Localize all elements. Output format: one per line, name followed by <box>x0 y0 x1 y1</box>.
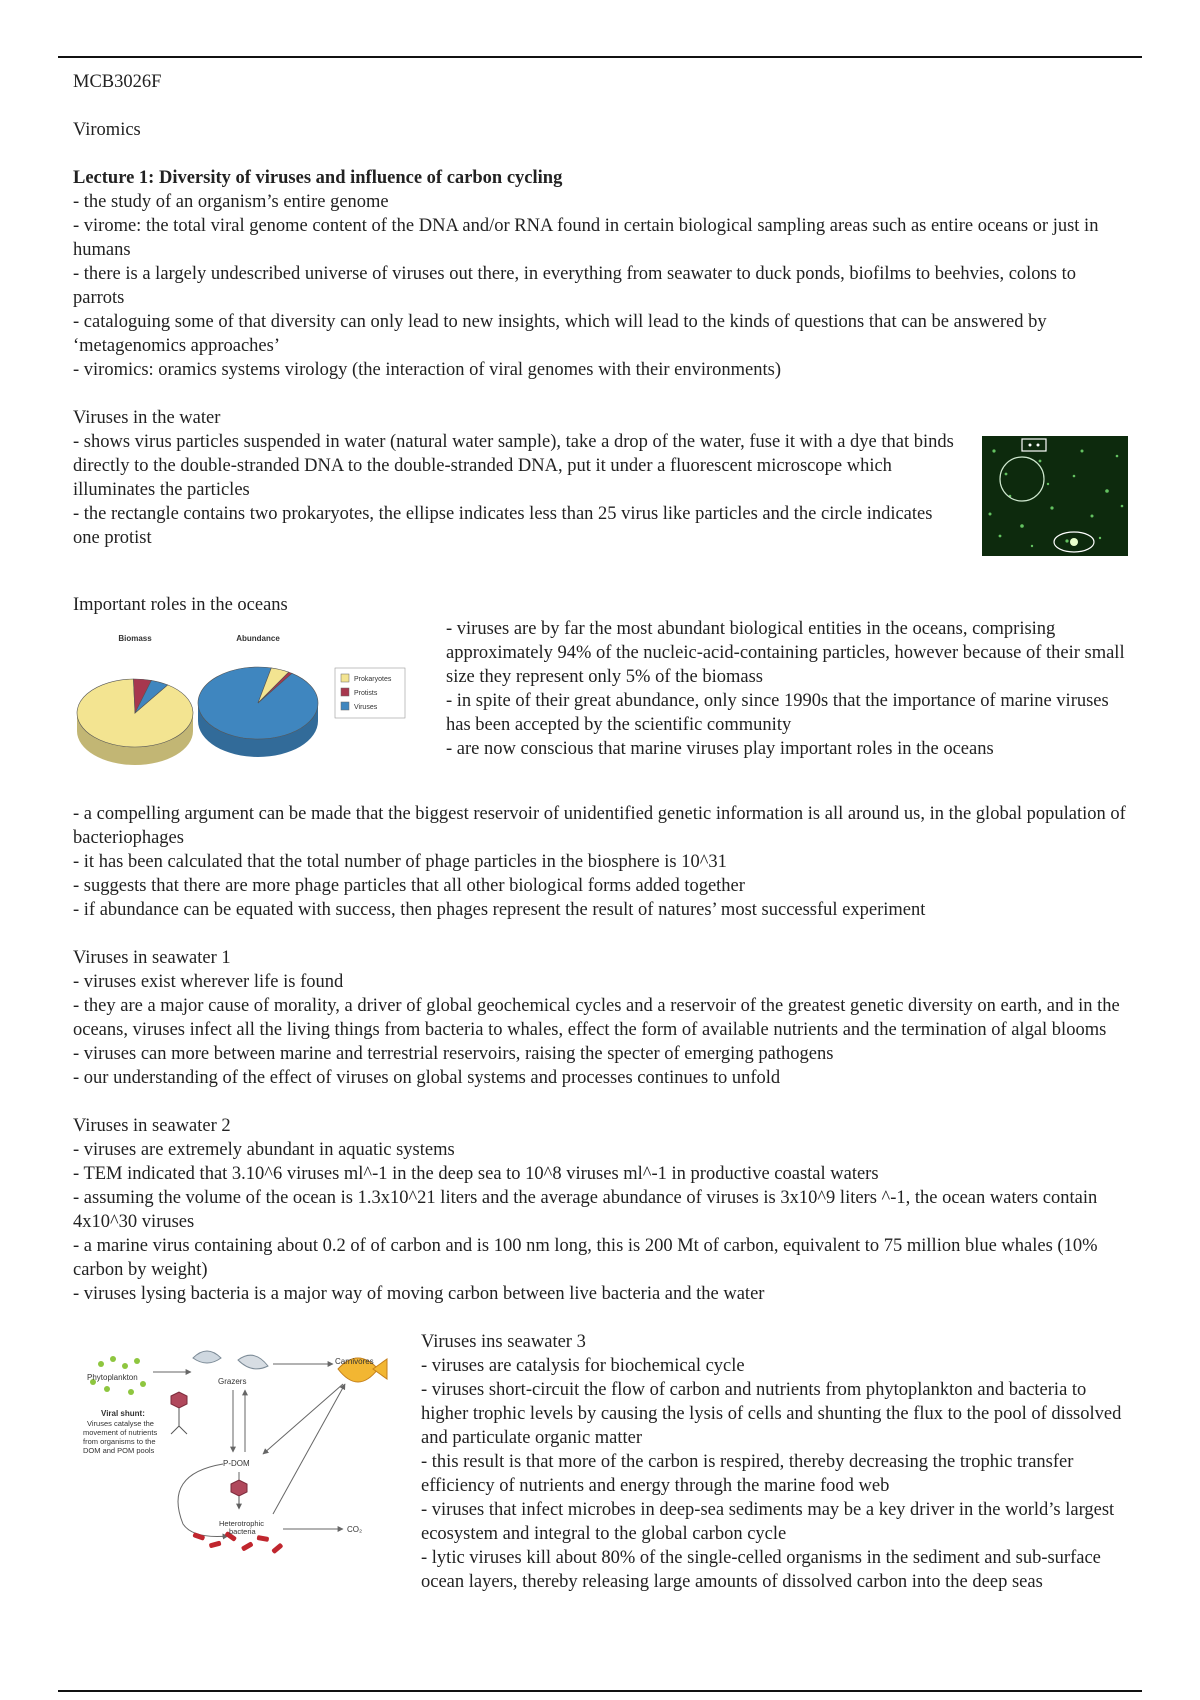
legend-label: Viruses <box>354 704 378 711</box>
legend-label: Prokaryotes <box>354 676 392 683</box>
lecture-bullet: - cataloguing some of that diversity can only lead to new insights, which will lead to the kinds of questions that can be answered by ‘metagenomics approaches’ <box>73 312 1047 356</box>
label-carnivores: Carnivores <box>335 1357 374 1366</box>
lecture-bullet: - the study of an organism’s entire genome <box>73 192 389 212</box>
lecture-bullet: - there is a largely undescribed universe of viruses out there, in everything from seawater to duck ponds, biofilms to beehvies, colons to parrots <box>73 264 1077 308</box>
roles-bullet: - in spite of their great abundance, only since 1990s that the importance of marine viruses has been accepted by the scientific community <box>446 691 1109 735</box>
seawater2-heading: Viruses in seawater 2 <box>73 1116 231 1136</box>
roles-after-bullet: - a compelling argument can be made that the biggest reservoir of unidentified genetic information is all around us, in the global population of bacteriophages <box>73 804 1126 848</box>
roles-after-bullet: - suggests that there are more phage particles that all other biological forms added together <box>73 876 745 896</box>
roles-heading: Important roles in the oceans <box>73 595 288 615</box>
top-rule <box>58 56 1142 58</box>
seawater2-bullet: - a marine virus containing about 0.2 of of carbon and is 100 nm long, this is 200 Mt of carbon, equivalent to 75 million blue whales (10% carbon by weight) <box>73 1236 1098 1280</box>
viral-shunt-svg <box>73 1334 403 1562</box>
label-bacteria: Heterotrophic <box>219 1519 265 1528</box>
pie-legend <box>335 668 405 718</box>
viral-shunt-line: DOM and POM pools <box>83 1446 155 1455</box>
legend-swatch <box>341 702 349 710</box>
seawater2-bullet: - viruses are extremely abundant in aquatic systems <box>73 1140 455 1160</box>
roles-after-bullet: - it has been calculated that the total number of phage particles in the biosphere is 10^31 <box>73 852 727 872</box>
document-page <box>73 70 1128 1594</box>
biomass-abundance-chart <box>73 623 428 790</box>
seawater2-bullet: - viruses lysing bacteria is a major way of moving carbon between live bacteria and the water <box>73 1284 765 1304</box>
viral-shunt-title: Viral shunt: <box>101 1409 145 1418</box>
seawater2-bullet: - assuming the volume of the ocean is 1.3x10^21 liters and the average abundance of viruses is 3x10^9 liters ^-1, the ocean waters contain 4x10^30 viruses <box>73 1188 1098 1232</box>
label-grazers: Grazers <box>218 1377 247 1386</box>
viral-shunt-line: from organisms to the <box>83 1437 156 1446</box>
roles-bullet: - are now conscious that marine viruses play important roles in the oceans <box>446 739 994 759</box>
seawater3-bullet: - viruses are catalysis for biochemical cycle <box>421 1356 745 1376</box>
roles-bullet: - viruses are by far the most abundant biological entities in the oceans, comprising approximately 94% of the nucleic-acid-containing particles, however because of their small size they represent only 5% of the biomass <box>446 619 1125 687</box>
seawater3-bullet: - this result is that more of the carbon is respired, thereby decreasing the trophic transfer efficiency of nutrients and energy through the marine food web <box>421 1452 1074 1496</box>
label-phytoplankton: Phytoplankton <box>87 1373 138 1382</box>
seawater3-bullet: - viruses short-circuit the flow of carbon and nutrients from phytoplankton and bacteria to higher trophic levels by causing the lysis of cells and shunting the flux to the pool of dissolved and particulate organic matter <box>421 1380 1122 1448</box>
seawater1-bullet: - viruses can more between marine and terrestrial reservoirs, raising the specter of emerging pathogens <box>73 1044 834 1064</box>
pie-title: Abundance <box>236 634 280 643</box>
seawater1-heading: Viruses in seawater 1 <box>73 948 231 968</box>
lecture-bullet: - virome: the total viral genome content of the DNA and/or RNA found in certain biological sampling areas such as entire oceans or just in humans <box>73 216 1099 260</box>
bottom-rule <box>58 1690 1142 1692</box>
course-code: MCB3026F <box>73 72 162 92</box>
legend-swatch <box>341 688 349 696</box>
seawater3-bullet: - lytic viruses kill about 80% of the single-celled organisms in the sediment and sub-surface ocean layers, thereby releasing large amounts of dissolved carbon into the deep seas <box>421 1548 1101 1592</box>
viral-shunt-line: movement of nutrients <box>83 1428 158 1437</box>
lecture-bullet: - viromics: oramics systems virology (the interaction of viral genomes with their environments) <box>73 360 781 380</box>
seawater1-bullet: - they are a major cause of morality, a driver of global geochemical cycles and a reservoir of the greatest genetic diversity on earth, and in the oceans, viruses infect all the living things from bacteria to whales, effect the form of available nutrients and the termination of algal blooms <box>73 996 1120 1040</box>
viral-shunt-line: Viruses catalyse the <box>87 1419 154 1428</box>
micrograph-image <box>982 436 1128 556</box>
label-pom: P-DOM <box>223 1459 250 1468</box>
lecture-title: Lecture 1: Diversity of viruses and influence of carbon cycling <box>73 168 563 188</box>
seawater2-bullet: - TEM indicated that 3.10^6 viruses ml^-1 in the deep sea to 10^8 viruses ml^-1 in productive coastal waters <box>73 1164 879 1184</box>
legend-label: Protists <box>354 690 378 697</box>
pie-chart-svg <box>73 623 428 783</box>
viral-shunt-diagram <box>73 1334 403 1569</box>
seawater3-heading: Viruses ins seawater 3 <box>421 1332 586 1352</box>
legend-swatch <box>341 674 349 682</box>
seawater1-bullet: - our understanding of the effect of viruses on global systems and processes continues to unfold <box>73 1068 781 1088</box>
water-bullet: - shows virus particles suspended in water (natural water sample), take a drop of the water, fuse it with a dye that binds directly to the double-stranded DNA to the double-stranded DNA, put it under a fluorescent microscope which illuminates the particles <box>73 432 954 500</box>
fluorescence-micrograph <box>982 436 1128 563</box>
seawater3-bullet: - viruses that infect microbes in deep-sea sediments may be a key driver in the world’s largest ecosystem and integral to the global carbon cycle <box>421 1500 1115 1544</box>
seawater1-bullet: - viruses exist wherever life is found <box>73 972 344 992</box>
water-heading: Viruses in the water <box>73 408 221 428</box>
pie-title: Biomass <box>118 634 152 643</box>
roles-after-bullet: - if abundance can be equated with success, then phages represent the result of natures’ most successful experiment <box>73 900 926 920</box>
label-bacteria: bacteria <box>229 1527 256 1536</box>
subject-title: Viromics <box>73 120 141 140</box>
water-bullet: - the rectangle contains two prokaryotes, the ellipse indicates less than 25 virus like particles and the circle indicates one protist <box>73 504 933 548</box>
label-co2: CO₂ <box>347 1525 363 1534</box>
